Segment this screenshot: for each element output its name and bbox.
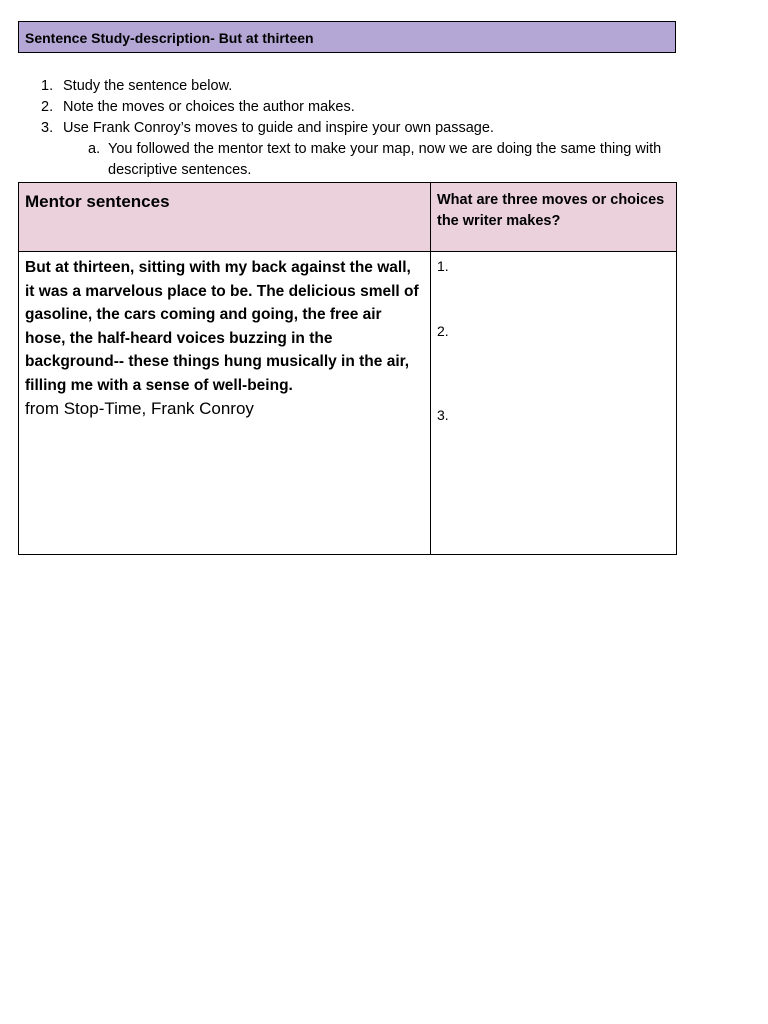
instruction-number: 2. [41,99,54,115]
instruction-item [18,97,678,118]
move-number: 2. [437,323,449,339]
moves-cell[interactable] [431,252,677,555]
instruction-number: 3. [41,120,54,136]
mentor-sentence-cell[interactable] [19,252,431,555]
instruction-text: Study the sentence below. [63,78,233,94]
mentor-source: from Stop-Time, Frank Conroy [25,399,254,418]
moves-header: What are three moves or choices the writer makes? [431,183,677,252]
move-number: 3. [437,407,449,423]
instruction-item [18,76,678,97]
mentor-table [18,182,677,555]
instruction-number: 1. [41,78,54,94]
instructions-list [18,76,678,181]
page-title: Sentence Study-description- But at thirteen [18,21,676,53]
instruction-subitem-text: You followed the mentor text to make your map, now we are doing the same thing with descriptive sentences. [108,141,662,178]
instruction-subitem-letter: a. [88,141,101,157]
mentor-sentences-header: Mentor sentences [19,183,431,252]
table-header-row [19,183,677,252]
mentor-sentence: But at thirteen, sitting with my back against the wall, it was a marvelous place to be. The delicious smell of gasoline, the cars coming and going, the free air hose, the half-heard voices buzzing in the background-- these things hung musically in the air, filling me with a sense of well-being. [25,259,419,394]
instruction-text: Use Frank Conroy’s moves to guide and inspire your own passage. [63,120,494,136]
instruction-subitem [18,139,678,181]
move-number: 1. [437,258,449,274]
table-row [19,252,677,555]
instruction-text: Note the moves or choices the author makes. [63,99,355,115]
instruction-item [18,118,678,139]
